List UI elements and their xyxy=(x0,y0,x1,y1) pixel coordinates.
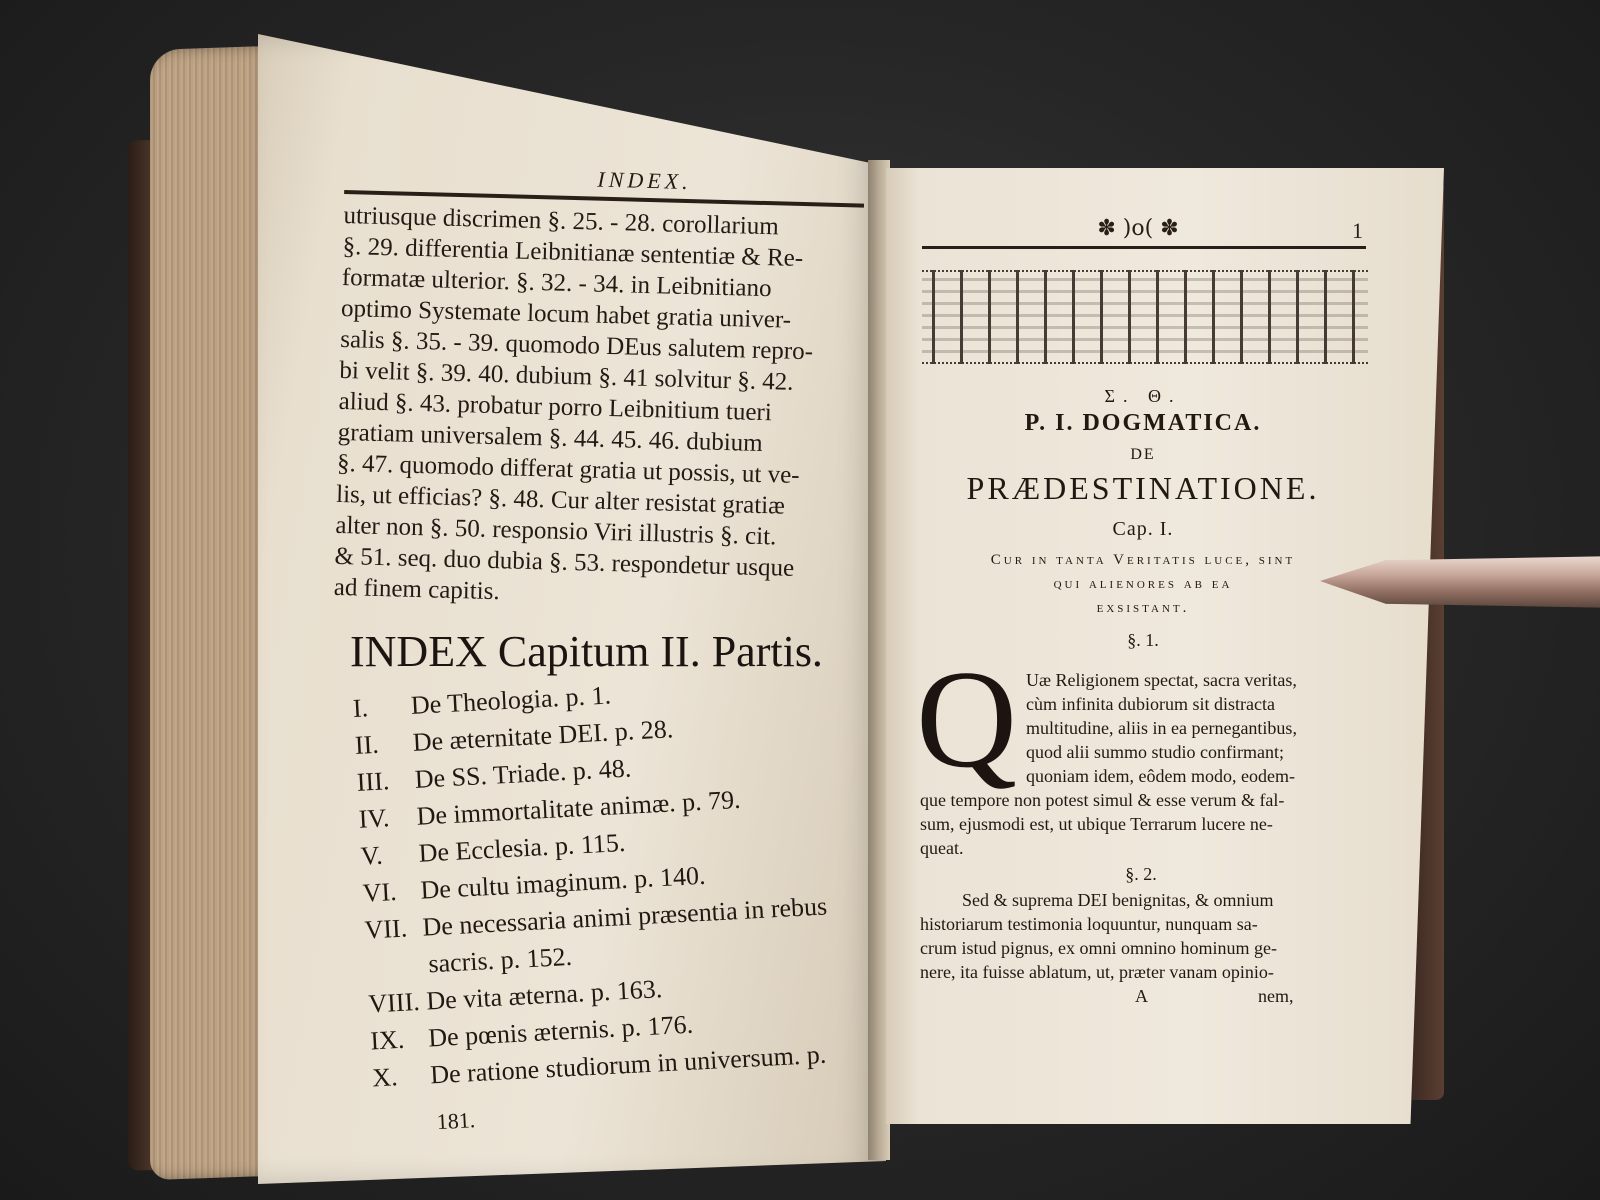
chapter-text: De ratione studiorum in universum. p. xyxy=(429,1039,827,1090)
chapter-text: sacris. p. 152. xyxy=(427,941,573,979)
body-text xyxy=(920,668,1362,1008)
sigma-mark: Σ. Θ. xyxy=(1104,386,1182,406)
text-line: Sed & suprema DEI benignitas, & omnium xyxy=(962,890,1274,910)
page-number: 1 xyxy=(1352,218,1363,243)
part-title: P. I. DOGMATICA. xyxy=(1024,410,1262,436)
chapter-num: VII. xyxy=(363,913,408,945)
chapter-num: III. xyxy=(356,766,391,797)
running-head: INDEX. xyxy=(597,166,693,195)
chapter-caption xyxy=(918,548,1368,620)
ornament-header: ✽ )o( ✽ xyxy=(1097,216,1179,241)
chapter-num: VIII. xyxy=(367,986,421,1019)
text-line: quoniam idem, eôdem modo, eodem- xyxy=(1026,766,1295,786)
page-ref-continuation: 181. xyxy=(436,1107,476,1135)
chapter-num: V. xyxy=(359,840,384,871)
section-mark: §. 1. xyxy=(1127,630,1159,650)
text-line: queat. xyxy=(920,838,964,858)
header-rule xyxy=(922,246,1366,249)
chapter-text: De Theologia. p. 1. xyxy=(410,680,612,720)
chapter-heading: Cap. I. xyxy=(1112,518,1174,540)
left-page-text xyxy=(333,160,864,616)
index-line: utriusque discrimen §. 25. - 28. corollarium xyxy=(343,201,780,241)
chapter-text: De SS. Triade. p. 48. xyxy=(414,753,632,794)
index-line: §. 29. differentia Leibnitianæ sententiæ & Re- xyxy=(342,232,804,273)
chapter-num: IV. xyxy=(358,803,391,834)
index-line: gratiam universalem §. 44. 45. 46. dubium xyxy=(337,418,764,458)
chapter-text: De immortalitate animæ. p. 79. xyxy=(415,784,742,831)
index-line: formatæ ulterior. §. 32. - 34. in Leibnitiano xyxy=(341,263,772,303)
text-line: crum istud pignus, ex omni omnino hominum ge- xyxy=(920,938,1277,958)
drop-capital: Q xyxy=(916,642,1018,797)
chapter-num: II. xyxy=(354,729,380,760)
chapter-text: De vita æterna. p. 163. xyxy=(425,974,663,1016)
chapter-num: VI. xyxy=(361,876,398,908)
index-line: ad finem capitis. xyxy=(333,573,501,606)
chapter-text: De cultu imaginum. p. 140. xyxy=(419,860,707,905)
index-line: salis §. 35. - 39. quomodo DEus salutem repro- xyxy=(339,325,814,366)
index-line: alter non §. 50. responsio Viri illustris §. cit. xyxy=(335,511,777,551)
chapter-text: De æternitate DEI. p. 28. xyxy=(412,714,674,757)
signature-mark: A xyxy=(1135,986,1148,1006)
index-line: optimo Systemate locum habet gratia univer- xyxy=(340,294,792,334)
index-line: & 51. seq. duo dubia §. 53. respondetur usque xyxy=(334,542,795,582)
text-line: cùm infinita dubiorum sit distracta xyxy=(1026,694,1275,714)
caption-line: Cur in tanta Veritatis luce, sint xyxy=(990,552,1296,568)
caption-line: exsistant. xyxy=(1096,600,1190,616)
index-line: bi velit §. 39. 40. dubium §. 41 solvitur §. 42. xyxy=(339,356,794,396)
title-de: DE xyxy=(1130,446,1156,463)
chapter-num: X. xyxy=(371,1062,399,1093)
text-line: multitudine, aliis in ea pernegantibus, xyxy=(1026,718,1297,738)
ornamental-band xyxy=(922,270,1368,364)
chapter-num: I. xyxy=(352,693,369,723)
text-line: quod alii summo studio confirmant; xyxy=(1026,742,1284,762)
page-footer xyxy=(920,984,1362,1008)
section-mark: §. 2. xyxy=(1125,864,1157,884)
main-title: PRÆDESTINATIONE. xyxy=(966,470,1320,506)
text-line: historiarum testimonia loquuntur, nunquam sa- xyxy=(920,914,1258,934)
text-line: Uæ Religionem spectat, sacra veritas, xyxy=(1026,670,1297,690)
text-line: sum, ejusmodi est, ut ubique Terrarum lucere ne- xyxy=(920,814,1273,834)
caption-line: qui alienores ab ea xyxy=(1053,576,1233,592)
index-line: lis, ut efficias? §. 48. Cur alter resistat gratiæ xyxy=(335,480,786,520)
page-edges xyxy=(150,46,270,1180)
text-line: que tempore non potest simul & esse verum & fal- xyxy=(920,790,1285,810)
chapter-list xyxy=(352,663,895,1144)
chapter-text: De pœnis æternis. p. 176. xyxy=(427,1009,694,1053)
chapter-text: De necessaria animi præsentia in rebus xyxy=(421,891,828,942)
catchword: nem, xyxy=(1258,986,1294,1006)
text-line: nere, ita fuisse ablatum, ut, præter vanam opinio- xyxy=(920,962,1274,982)
chapter-text: De Ecclesia. p. 115. xyxy=(417,827,627,868)
index-title: INDEX Capitum II. Partis. xyxy=(350,627,823,676)
index-line: §. 47. quomodo differat gratia ut possis, ut ve- xyxy=(336,449,800,490)
chapter-num: IX. xyxy=(369,1024,406,1056)
index-line: aliud §. 43. probatur porro Leibnitium tueri xyxy=(338,387,773,427)
